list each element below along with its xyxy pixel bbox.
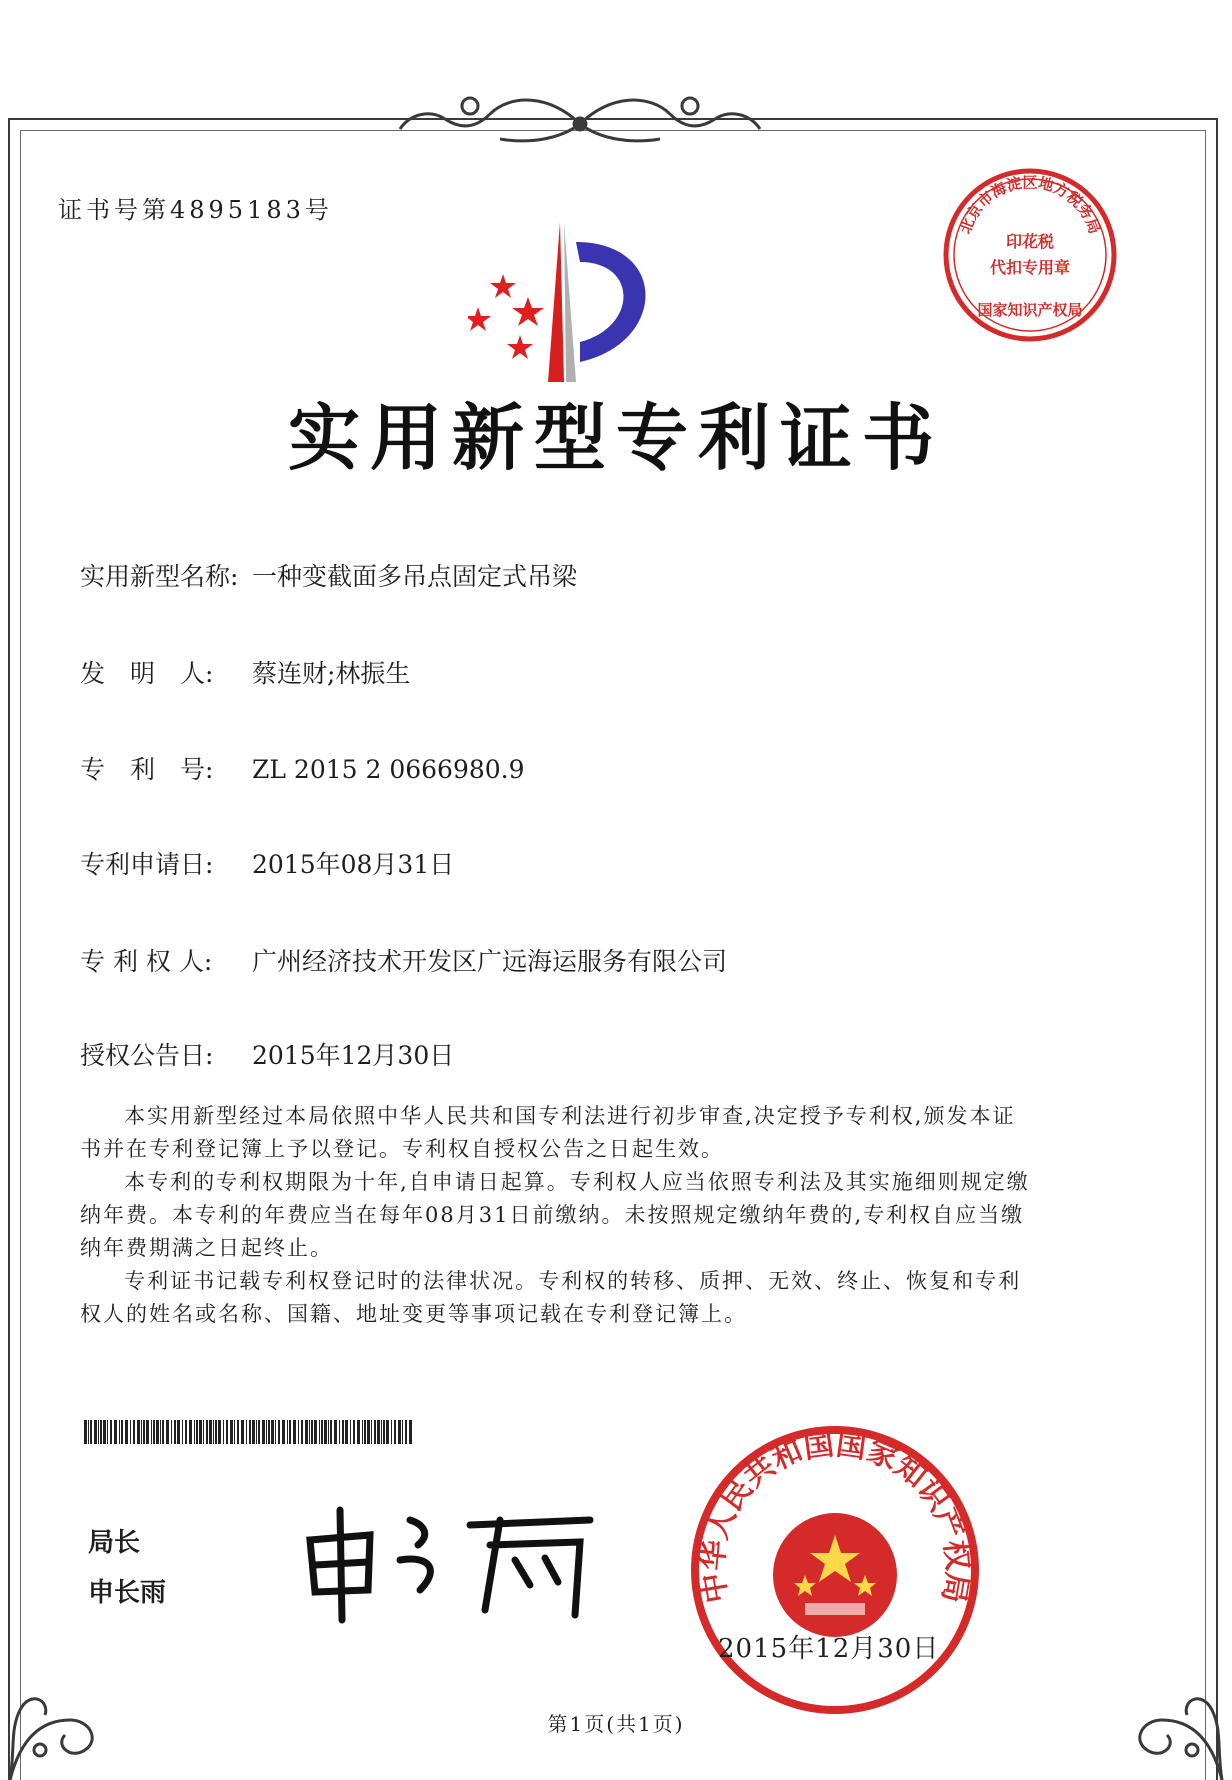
- barcode-bar: [226, 1420, 228, 1444]
- field-grant-date: [80, 1036, 454, 1072]
- bottom-right-ornament-icon: [1082, 1630, 1232, 1780]
- barcode-bar: [345, 1420, 348, 1444]
- barcode-bar: [177, 1420, 180, 1444]
- barcode-bar: [189, 1420, 192, 1444]
- barcode-bar: [309, 1420, 310, 1444]
- barcode-bar: [151, 1420, 152, 1444]
- field-label: 实用新型名称:: [80, 562, 239, 591]
- barcode-bar: [394, 1420, 396, 1444]
- barcode-bar: [278, 1420, 280, 1444]
- barcode-bar: [377, 1420, 380, 1444]
- barcode-bar: [324, 1420, 327, 1444]
- svg-text:北京市海淀区地方税务局: [956, 173, 1104, 236]
- barcode-bar: [357, 1420, 360, 1444]
- barcode-bar: [409, 1420, 412, 1444]
- barcode-bar: [125, 1420, 128, 1444]
- barcode-bar: [121, 1420, 123, 1444]
- barcode-bar: [213, 1420, 214, 1444]
- director-name: 申长雨: [88, 1578, 167, 1608]
- barcode-bar: [241, 1420, 244, 1444]
- barcode-bar: [321, 1420, 323, 1444]
- barcode-bar: [94, 1420, 97, 1444]
- field-application-date: [80, 845, 454, 881]
- barcode-bar: [353, 1420, 355, 1444]
- barcode-bar: [246, 1420, 247, 1444]
- barcode-bar: [110, 1420, 112, 1444]
- barcode-bar: [371, 1420, 372, 1444]
- barcode-bar: [166, 1420, 169, 1444]
- body-paragraph: 本专利的专利权期限为十年,自申请日起算。专利权人应当依照专利法及其实施细则规定缴纳年费。本专利的年费应当在每年08月31日前缴纳。未按照规定缴纳年费的,专利权自应当缴纳年费期满之日起终止。: [80, 1170, 1030, 1260]
- barcode-bar: [258, 1420, 260, 1444]
- field-label: 授权公告日:: [80, 1041, 214, 1070]
- director-title: 局长: [88, 1528, 141, 1558]
- barcode-icon: [84, 1420, 414, 1444]
- barcode-bar: [249, 1420, 251, 1444]
- certificate-number: 证书号第4895183号: [58, 196, 333, 224]
- barcode-bar: [84, 1420, 87, 1444]
- barcode-bar: [398, 1420, 401, 1444]
- small-seal-inner-2: 代扣专用章: [989, 258, 1071, 277]
- field-value: ZL 2015 2 0666980.9: [252, 755, 525, 784]
- field-label: 专 利 号:: [80, 755, 214, 784]
- barcode-bar: [282, 1420, 285, 1444]
- barcode-bar: [362, 1420, 363, 1444]
- barcode-bar: [199, 1420, 202, 1444]
- barcode-bar: [237, 1420, 239, 1444]
- barcode-bar: [289, 1420, 291, 1444]
- barcode-bar: [160, 1420, 161, 1444]
- barcode-bar: [275, 1420, 276, 1444]
- barcode-bar: [364, 1420, 366, 1444]
- field-inventors: [80, 654, 410, 690]
- barcode-bar: [143, 1420, 145, 1444]
- barcode-bar: [130, 1420, 131, 1444]
- barcode-bar: [209, 1420, 212, 1444]
- barcode-bar: [262, 1420, 265, 1444]
- barcode-bar: [119, 1420, 120, 1444]
- barcode-bar: [194, 1420, 195, 1444]
- barcode-bar: [383, 1420, 385, 1444]
- barcode-bar: [196, 1420, 198, 1444]
- small-seal-text: 北京市海淀区地方税务局: [956, 173, 1104, 237]
- director-signature-icon: [300, 1500, 600, 1630]
- field-value: 2015年12月30日: [252, 1041, 455, 1070]
- barcode-bar: [185, 1420, 187, 1444]
- barcode-bar: [271, 1420, 274, 1444]
- field-value: 广州经济技术开发区广远海运服务有限公司: [252, 947, 728, 976]
- barcode-bar: [215, 1420, 217, 1444]
- barcode-bar: [367, 1420, 370, 1444]
- barcode-bar: [252, 1420, 255, 1444]
- barcode-bar: [298, 1420, 299, 1444]
- bottom-left-ornament-icon: [0, 1630, 150, 1780]
- barcode-bar: [218, 1420, 221, 1444]
- barcode-bar: [305, 1420, 308, 1444]
- page-footer: 第1页(共1页): [547, 1712, 685, 1736]
- barcode-bar: [182, 1420, 183, 1444]
- top-ornament-icon: [380, 84, 780, 164]
- barcode-bar: [230, 1420, 233, 1444]
- barcode-bar: [350, 1420, 351, 1444]
- field-patent-number: [80, 750, 525, 786]
- seal-date: 2015年12月30日: [718, 1634, 940, 1664]
- barcode-bar: [301, 1420, 303, 1444]
- barcode-bar: [256, 1420, 257, 1444]
- barcode-bar: [107, 1420, 108, 1444]
- state-ip-office-seal-icon: [690, 1425, 980, 1715]
- barcode-bar: [405, 1420, 407, 1444]
- barcode-bar: [234, 1420, 235, 1444]
- barcode-bar: [266, 1420, 267, 1444]
- barcode-bar: [386, 1420, 389, 1444]
- barcode-bar: [334, 1420, 337, 1444]
- barcode-bar: [162, 1420, 164, 1444]
- barcode-bar: [137, 1420, 140, 1444]
- barcode-bar: [391, 1420, 392, 1444]
- patent-office-emblem-icon: [468, 222, 690, 384]
- small-seal-inner-1: 印花税: [1005, 232, 1055, 251]
- barcode-bar: [314, 1420, 317, 1444]
- tax-stamp-seal-icon: [940, 165, 1120, 345]
- field-label: 专 利 权 人:: [80, 947, 213, 976]
- barcode-bar: [402, 1420, 403, 1444]
- body-paragraph: 专利证书记载专利权登记时的法律状况。专利权的转移、质押、无效、终止、恢复和专利权人的姓名或名称、国籍、地址变更等事项记载在专利登记簿上。: [80, 1269, 1022, 1326]
- barcode-bar: [141, 1420, 142, 1444]
- barcode-bar: [223, 1420, 224, 1444]
- barcode-bar: [374, 1420, 376, 1444]
- barcode-bar: [330, 1420, 332, 1444]
- barcode-bar: [174, 1420, 176, 1444]
- barcode-bar: [146, 1420, 149, 1444]
- barcode-bar: [319, 1420, 320, 1444]
- certificate-body: [80, 1100, 1030, 1331]
- barcode-bar: [328, 1420, 329, 1444]
- field-utility-model-name: [80, 557, 577, 593]
- field-patentee: [80, 942, 727, 978]
- barcode-bar: [311, 1420, 313, 1444]
- barcode-bar: [206, 1420, 208, 1444]
- barcode-bar: [90, 1420, 92, 1444]
- barcode-bar: [268, 1420, 270, 1444]
- field-label: 发 明 人:: [80, 659, 214, 688]
- barcode-bar: [156, 1420, 159, 1444]
- barcode-bar: [88, 1420, 89, 1444]
- barcode-bar: [98, 1420, 99, 1444]
- field-value: 一种变截面多吊点固定式吊梁: [252, 562, 578, 591]
- field-label: 专利申请日:: [80, 850, 214, 879]
- big-seal-text: 中华人民共和国国家知识产权局: [695, 1427, 975, 1606]
- barcode-bar: [203, 1420, 204, 1444]
- barcode-bar: [171, 1420, 172, 1444]
- barcode-bar: [342, 1420, 344, 1444]
- barcode-bar: [293, 1420, 296, 1444]
- barcode-bar: [153, 1420, 155, 1444]
- barcode-bar: [100, 1420, 102, 1444]
- barcode-bar: [287, 1420, 288, 1444]
- small-seal-bottom: 国家知识产权局: [977, 301, 1083, 319]
- body-paragraph: 本实用新型经过本局依照中华人民共和国专利法进行初步审查,决定授予专利权,颁发本证书并在专利登记簿上予以登记。专利权自授权公告之日起生效。: [80, 1104, 1016, 1161]
- certificate-title: 实用新型专利证书: [287, 395, 944, 480]
- field-value: 2015年08月31日: [252, 850, 455, 879]
- barcode-bar: [381, 1420, 382, 1444]
- barcode-bar: [339, 1420, 340, 1444]
- barcode-bar: [114, 1420, 117, 1444]
- field-value: 蔡连财;林振生: [252, 659, 411, 688]
- barcode-bar: [133, 1420, 135, 1444]
- barcode-bar: [103, 1420, 106, 1444]
